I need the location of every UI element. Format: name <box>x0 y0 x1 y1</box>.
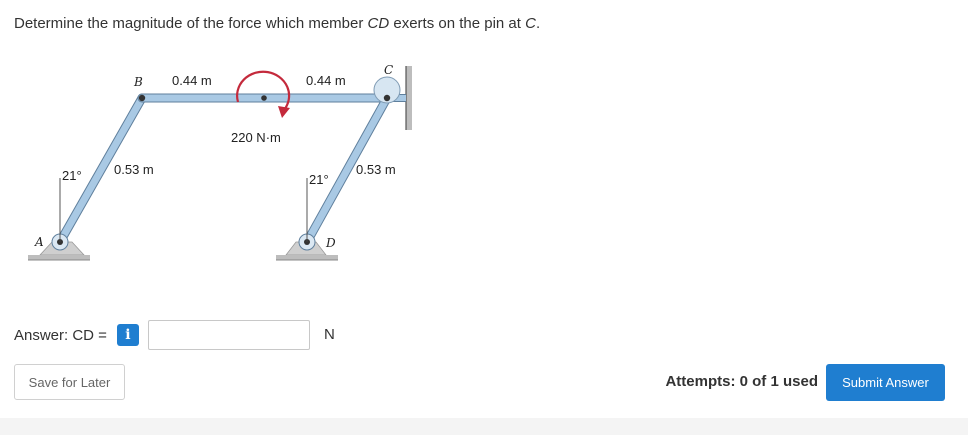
dim-bm: 0.44 m <box>172 73 212 88</box>
label-b: B <box>134 75 143 89</box>
label-c: C <box>384 63 394 77</box>
answer-row <box>14 318 310 352</box>
label-d: D <box>326 236 336 250</box>
problem-figure <box>20 50 440 280</box>
info-icon[interactable]: i <box>117 324 139 346</box>
bottom-band <box>0 418 968 435</box>
pin-c <box>384 95 390 101</box>
moment-label: 220 N·m <box>231 130 281 145</box>
dim-mc: 0.44 m <box>306 73 346 88</box>
question-member: CD <box>367 15 390 32</box>
angle-right: 21° <box>309 172 329 187</box>
moment-point <box>261 95 267 101</box>
question-part: Determine the magnitude of the force which member <box>14 15 368 32</box>
question-text <box>14 15 540 32</box>
question-pin: C <box>525 15 536 32</box>
unit-label: N <box>324 326 335 343</box>
label-a: A <box>35 235 44 249</box>
submit-answer-button[interactable]: Submit Answer <box>826 364 945 401</box>
frame-diagram <box>20 50 440 280</box>
dim-cd: 0.53 m <box>356 162 396 177</box>
question-part: . <box>535 15 541 32</box>
angle-left: 21° <box>62 168 82 183</box>
dim-ab: 0.53 m <box>114 162 154 177</box>
question-part: exerts on the pin at <box>389 15 526 32</box>
answer-label: Answer: CD = <box>14 326 107 344</box>
save-for-later-button[interactable]: Save for Later <box>14 364 125 400</box>
attempts-text: Attempts: 0 of 1 used <box>665 373 818 390</box>
wall-c <box>406 66 412 130</box>
pin-b <box>139 95 145 101</box>
answer-input[interactable] <box>148 320 310 350</box>
